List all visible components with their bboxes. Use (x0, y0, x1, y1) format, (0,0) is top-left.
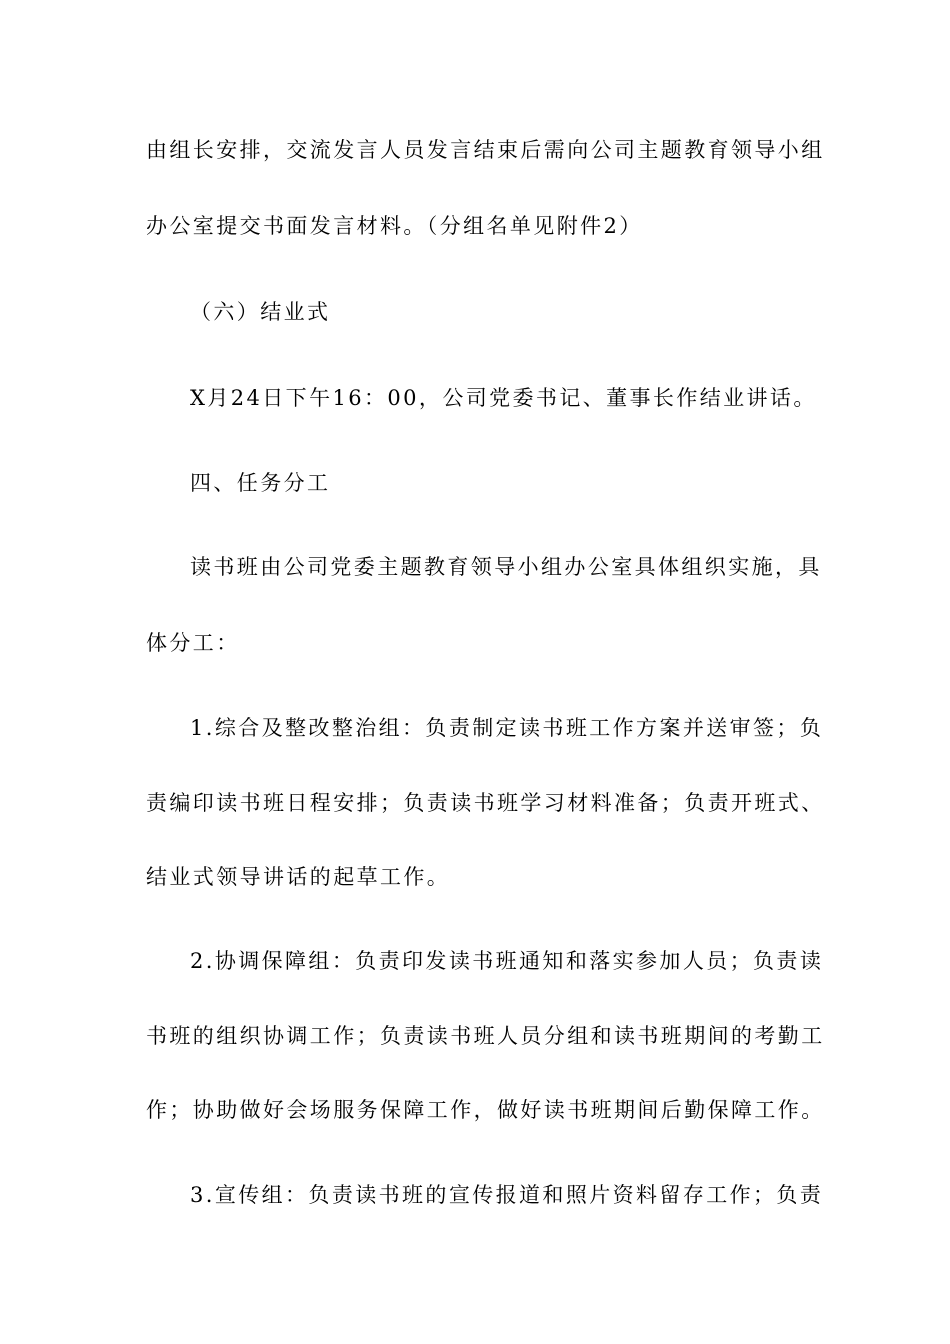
list-item-line: 3.宣传组：负责读书班的宣传报道和照片资料留存工作；负责 (190, 1183, 824, 1207)
list-item-line: 1.综合及整改整治组：负责制定读书班工作方案并送审签；负 (190, 716, 824, 740)
section-heading: 四、任务分工 (190, 471, 331, 495)
section-heading: （六）结业式 (190, 300, 331, 324)
list-item-line: 结业式领导讲话的起草工作。 (146, 865, 451, 889)
paragraph-line: 办公室提交书面发言材料。（分组名单见附件2） (146, 214, 643, 238)
paragraph-line: 体分工： (146, 631, 240, 655)
paragraph-line: X月24日下午16：00，公司党委书记、董事长作结业讲话。 (190, 386, 817, 410)
list-item-line: 书班的组织协调工作；负责读书班人员分组和读书班期间的考勤工 (146, 1024, 825, 1048)
paragraph-line: 由组长安排，交流发言人员发言结束后需向公司主题教育领导小组 (146, 138, 825, 162)
list-item-line: 2.协调保障组：负责印发读书班通知和落实参加人员；负责读 (190, 949, 824, 973)
list-item-line: 作；协助做好会场服务保障工作，做好读书班期间后勤保障工作。 (146, 1098, 825, 1122)
paragraph-line: 读书班由公司党委主题教育领导小组办公室具体组织实施，具 (190, 555, 822, 579)
list-item-line: 责编印读书班日程安排；负责读书班学习材料准备；负责开班式、 (146, 791, 825, 815)
